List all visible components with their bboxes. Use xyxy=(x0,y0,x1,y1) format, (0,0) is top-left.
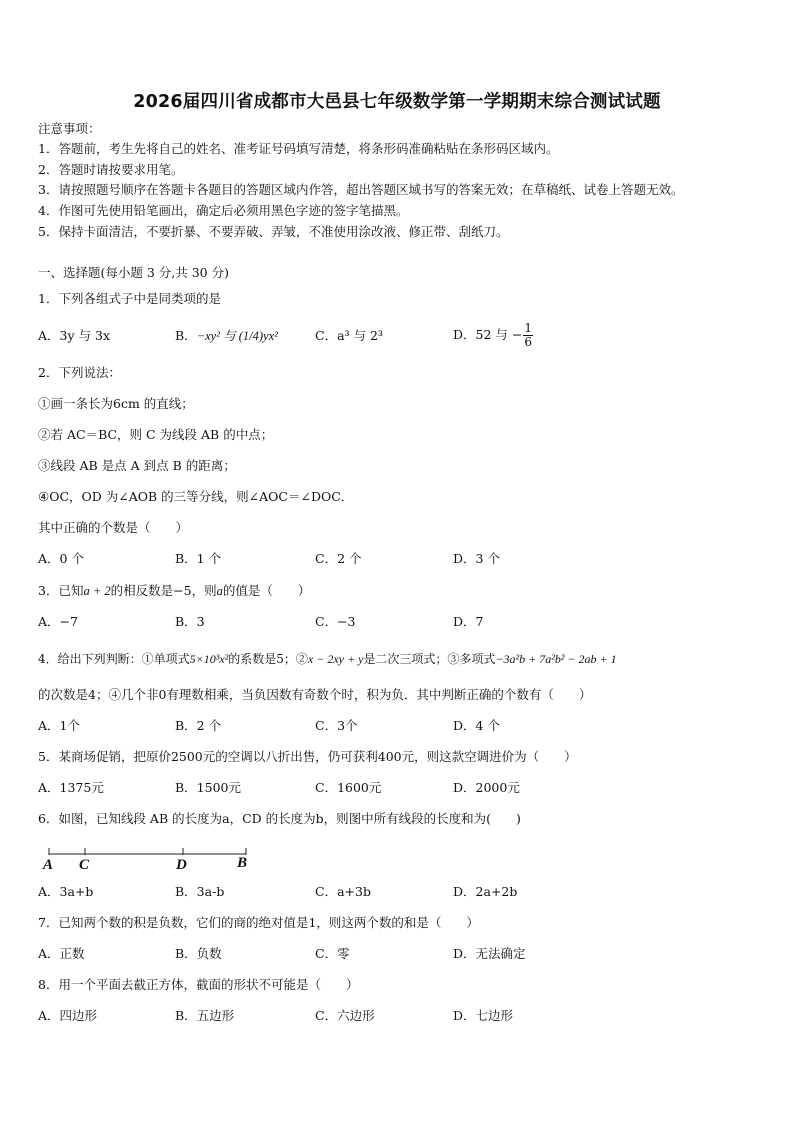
question-8-stem: 8．用一个平面去截正方体，截面的形状不可能是（ ） xyxy=(38,977,359,992)
stem-variable: a xyxy=(216,584,223,598)
question-2-statement-2: ②若 AC＝BC，则 C 为线段 AB 的中点； xyxy=(38,427,274,442)
stem-text: 的系数是5；② xyxy=(228,652,308,666)
notice-item-3: 3．请按照题号顺序在答题卡各题目的答题区域内作答，超出答题区域书写的答案无效；在草稿纸、试卷上答题无效。 xyxy=(38,182,684,197)
option-b-expression: −xy² 与 (1/4)yx² xyxy=(196,329,278,343)
option-b-label: B． xyxy=(175,328,197,343)
question-2-option-d: D．3 个 xyxy=(453,551,500,566)
fraction xyxy=(523,322,533,349)
question-5-stem: 5．某商场促销，把原价2500元的空调以八折出售，仍可获利400元，则这款空调进价为（ ） xyxy=(38,749,577,764)
question-8-option-a: A．四边形 xyxy=(38,1008,98,1023)
notice-item-1: 1．答题前，考生先将自己的姓名、准考证号码填写清楚，将条形码准确粘贴在条形码区域内。 xyxy=(38,141,559,156)
notice-item-2: 2．答题时请按要求用笔。 xyxy=(38,162,184,177)
question-4-stem-line-2: 的次数是4；④几个非0有理数相乘，当负因数有奇数个时，积为负．其中判断正确的个数有（ ） xyxy=(38,687,592,702)
section-heading: 一、选择题(每小题 3 分,共 30 分) xyxy=(38,265,229,280)
question-3-stem xyxy=(38,585,310,598)
exam-title: 2026届四川省成都市大邑县七年级数学第一学期期末综合测试试题 xyxy=(133,92,661,112)
question-1-option-a: A．3y 与 3x xyxy=(38,328,110,343)
question-5-option-d: D．2000元 xyxy=(453,780,520,795)
question-4-option-b: B．2 个 xyxy=(175,718,222,733)
question-2-option-c: C．2 个 xyxy=(315,551,362,566)
question-3-option-c: C．−3 xyxy=(315,614,356,629)
question-6-option-d: D．2a+2b xyxy=(453,884,518,899)
question-7-option-b: B．负数 xyxy=(175,946,222,961)
question-1-stem: 1．下列各组式子中是同类项的是 xyxy=(38,291,221,306)
stem-text: 4．给出下列判断：①单项式 xyxy=(38,652,190,666)
notice-item-5: 5．保持卡面清洁，不要折暴、不要弄破、弄皱，不准使用涂改液、修正带、刮纸刀。 xyxy=(38,224,509,239)
question-2-option-a: A．0 个 xyxy=(38,551,84,566)
question-5-option-b: B．1500元 xyxy=(175,780,241,795)
option-d-label: D．52 与 − xyxy=(453,327,523,342)
question-6-option-c: C．a+3b xyxy=(315,884,371,899)
question-4-option-d: D．4 个 xyxy=(453,718,500,733)
monomial-expression: 5×10³x² xyxy=(189,652,229,666)
question-4-stem-line-1 xyxy=(38,653,617,665)
question-5-option-c: C．1600元 xyxy=(315,780,382,795)
point-label-a: A xyxy=(43,857,54,873)
point-label-c: C xyxy=(79,857,90,873)
question-2-statement-1: ①画一条长为6cm 的直线； xyxy=(38,396,194,411)
stem-text: 的值是（ ） xyxy=(222,583,311,598)
polynomial-expression: −3a²b + 7a²b² − 2ab + 1 xyxy=(495,652,617,666)
point-label-b: B xyxy=(237,855,248,871)
question-6-stem: 6．如图，已知线段 AB 的长度为a，CD 的长度为b，则图中所有线段的长度和为( ) xyxy=(38,811,521,826)
question-3-option-a: A．−7 xyxy=(38,614,78,629)
question-7-option-c: C．零 xyxy=(315,946,350,961)
question-7-option-a: A．正数 xyxy=(38,946,85,961)
question-1-option-b xyxy=(175,330,278,343)
segment-line xyxy=(48,848,248,860)
question-2-statement-4: ④OC，OD 为∠AOB 的三等分线，则∠AOC＝∠DOC． xyxy=(38,489,354,504)
question-3-option-b: B．3 xyxy=(175,614,205,629)
question-6-option-b: B．3a-b xyxy=(175,884,225,899)
question-4-option-a: A．1个 xyxy=(38,718,80,733)
question-2-option-b: B．1 个 xyxy=(175,551,222,566)
question-3-option-d: D．7 xyxy=(453,614,484,629)
question-1-option-d xyxy=(453,322,534,349)
stem-text: 是二次三项式；③多项式 xyxy=(363,652,496,666)
question-7-option-d: D．无法确定 xyxy=(453,946,526,961)
stem-expression: a + 2 xyxy=(83,584,111,598)
question-2-statement-3: ③线段 AB 是点 A 到点 B 的距离； xyxy=(38,458,236,473)
stem-text: 的相反数是−5，则 xyxy=(110,583,217,598)
question-8-option-c: C．六边形 xyxy=(315,1008,375,1023)
point-label-d: D xyxy=(176,857,187,873)
question-7-stem: 7．已知两个数的积是负数，它们的商的绝对值是1，则这两个数的和是（ ） xyxy=(38,915,479,930)
stem-text: 3．已知 xyxy=(38,583,84,598)
fraction-numerator: 1 xyxy=(524,321,532,335)
question-8-option-b: B．五边形 xyxy=(175,1008,235,1023)
question-4-option-c: C．3个 xyxy=(315,718,358,733)
question-1-option-c: C．a³ 与 2³ xyxy=(315,328,383,343)
segment-diagram xyxy=(48,845,248,857)
question-6-option-a: A．3a+b xyxy=(38,884,94,899)
fraction-denominator: 6 xyxy=(524,335,532,349)
polynomial-expression: x − 2xy + y xyxy=(307,652,364,666)
question-5-option-a: A．1375元 xyxy=(38,780,104,795)
question-8-option-d: D．七边形 xyxy=(453,1008,514,1023)
question-2-ask: 其中正确的个数是（ ） xyxy=(38,520,189,535)
notice-item-4: 4．作图可先使用铅笔画出，确定后必须用黑色字迹的签字笔描黑。 xyxy=(38,203,409,218)
notice-heading: 注意事项： xyxy=(38,121,101,136)
question-2-stem: 2．下列说法： xyxy=(38,365,121,380)
